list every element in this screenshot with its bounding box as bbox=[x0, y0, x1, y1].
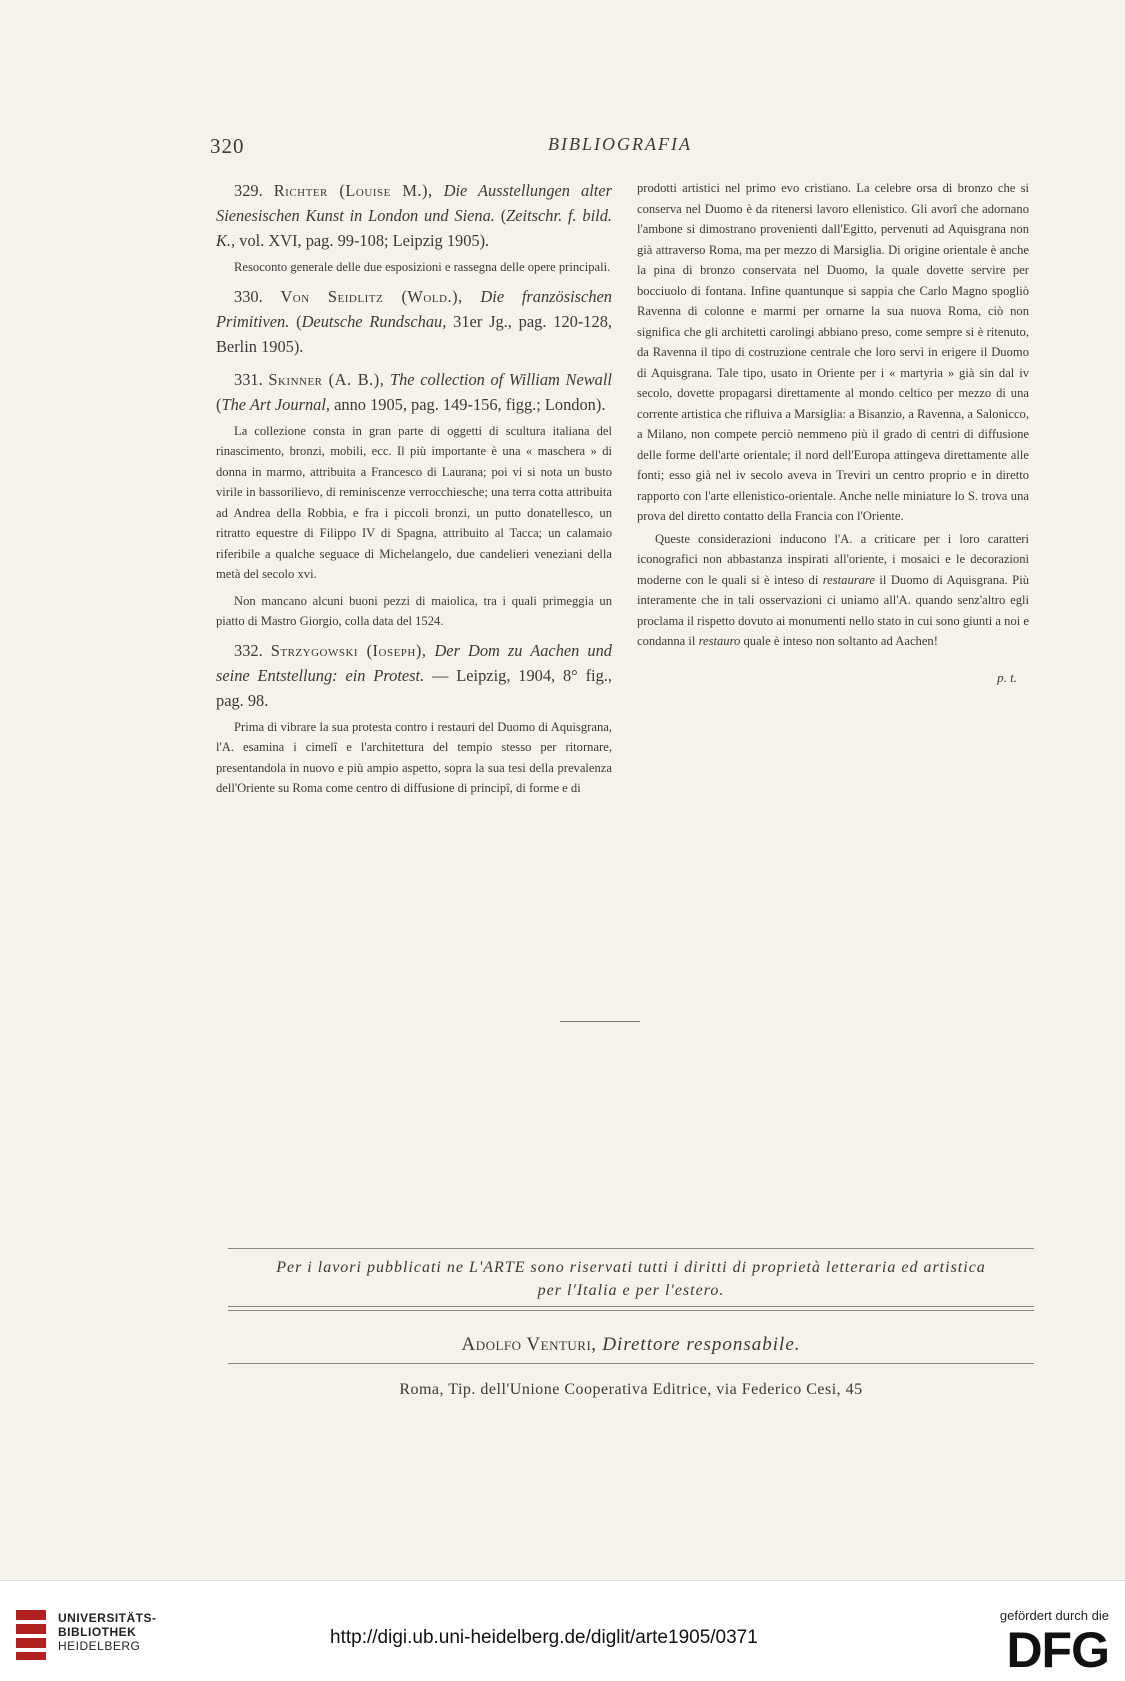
entry-source-open: ( bbox=[296, 311, 302, 331]
entry-author: Skinner (A. B.), bbox=[268, 369, 385, 389]
reviewer-signature: p. t. bbox=[997, 669, 1017, 685]
entry-source-open: ( bbox=[500, 206, 507, 225]
director-role: Direttore responsabile. bbox=[602, 1334, 801, 1355]
entry-329-summary: Resoconto generale delle due esposizioni e rassegna delle opere principali. bbox=[234, 260, 611, 274]
rights-line-2: per l'Italia e per l'estero. bbox=[537, 1282, 725, 1299]
library-line: UNIVERSITÄTS- bbox=[58, 1611, 157, 1625]
section-divider bbox=[560, 1021, 640, 1022]
entry-author: Strzygowski (Ioseph), bbox=[270, 640, 427, 660]
entry-331-summary: La collezione consta in gran parte di oggetti di scultura italiana del rinascimento, bronzi, mobili, ecc. Il più importante è una « maschera » di donna in marmo, attribuita a Francesco di Laurana; poi vi si nota un busto virile in bassorilievo, di reminiscenze verrocchiesche; una terra cotta attribuita ad Andrea della Robbia, e fra i piccoli bronzi, un putto donatellesco, un ritratto equestre di Filippo IV di Spagna, attribuito al Tacca; un calamaio riferibile a qualche seguace di Michelangelo, due candelieri veneziani della metà del secolo xvi. bbox=[216, 423, 612, 581]
director-line bbox=[228, 1334, 1034, 1356]
rule-line bbox=[228, 1248, 1034, 1249]
rule-line bbox=[228, 1363, 1034, 1364]
entry-331-summary-cont: Non mancano alcuni buoni pezzi di maiolica, tra i quali primeggia un piatto di Mastro Giorgio, colla data del 1524. bbox=[216, 593, 612, 628]
entry-details: anno 1905, pag. 149-156, figg.; London). bbox=[334, 394, 606, 414]
library-line: HEIDELBERG bbox=[58, 1639, 141, 1653]
printer-line: Roma, Tip. dell'Unione Cooperativa Editrice, via Federico Cesi, 45 bbox=[399, 1381, 863, 1398]
permalink-url[interactable]: http://digi.ub.uni-heidelberg.de/diglit/arte1905/0371 bbox=[330, 1627, 758, 1648]
left-column bbox=[216, 178, 612, 805]
director-name: Adolfo Venturi, bbox=[461, 1334, 597, 1355]
review-italic-term: restauro bbox=[698, 634, 741, 648]
rights-line-1: Per i lavori pubblicati ne L'ARTE sono riservati tutti i diritti di proprietà letteraria ed artistica bbox=[276, 1259, 986, 1276]
entry-source-open: ( bbox=[216, 394, 222, 414]
entry-details: vol. XVI, pag. 99-108; Leipzig 1905). bbox=[239, 231, 490, 250]
university-logo-icon[interactable] bbox=[14, 1608, 48, 1662]
entry-number: 329. bbox=[234, 181, 263, 200]
entry-331 bbox=[216, 367, 612, 417]
review-text: quale è inteso non soltanto ad Aachen! bbox=[743, 634, 938, 648]
entry-title: Der Dom zu Aachen und seine Entstellung: ein Protest. bbox=[216, 640, 612, 685]
entry-author: Richter (Louise M.), bbox=[273, 181, 433, 200]
review-paragraph-2 bbox=[637, 529, 1029, 652]
funding-label: gefördert durch die bbox=[999, 1608, 1109, 1623]
entry-journal: The Art Journal, bbox=[221, 394, 330, 414]
review-text: il Duomo di Aquisgrana. Più interamente che in tali osservazioni ci uniamo all'A. quando senz'altro egli proclama il rispetto dovuto ai monumenti nello stato in cui sono giunti a noi e condanna il bbox=[637, 572, 1029, 648]
entry-author: Von Seidlitz (Wold.), bbox=[280, 286, 463, 306]
page-number: 320 bbox=[210, 134, 245, 158]
entry-journal: Deutsche Rundschau, bbox=[301, 311, 447, 331]
rule-line bbox=[228, 1310, 1034, 1311]
entry-330 bbox=[216, 284, 612, 359]
review-paragraph: prodotti artistici nel primo evo cristiano. La celebre orsa di bronzo che si conserva nel Duomo è da ritenersi lavoro ellenistico. Gli avorî che adornano l'ambone si dimostrano provenienti dall'Egitto, pervenuti ad Aquisgrana non già attraverso Roma, ma per mezzo di Marsiglia. Di origine orientale è anche la pina di bronzo conservata nel Duomo, la quale dovette servire per bocciuolo di fontana. Infine quantunque si sappia che Carlo Magno spogliò Ravenna di colonne e marmi per ornarne la sua nuova Roma, ciò non significa che gli architetti carolingi abbiano preso, come sempre si è ritenuto, da Ravenna il tipo di costruzione centrale che loro servì in erigere il Duomo di Aquisgrana. Tale tipo, usato in Oriente per i « martyria » già sin dal iv secolo, dovette propagarsi direttamente al mondo celtico per mezzo di una corrente artistica che rifluiva a Marsiglia: a Bisanzio, a Ravenna, a Salonicco, a Milano, non compete perciò nemmeno più il grado di centri di diffusione delle forme dell'arte orientale; il nord dell'Europa attingeva direttamente alle fonti; esso già nel iv secolo aveva in Treviri un centro proprio e in diretto rapporto con l'arte ellenistico-orientale. Anche nelle miniature lo S. trova una prova del diretto contatto della Francia con l'Oriente. bbox=[637, 181, 1029, 523]
review-italic-term: restaurare bbox=[822, 572, 875, 587]
entry-journal: Zeitschr. f. bild. K., bbox=[216, 206, 612, 250]
entry-details: 31er Jg., pag. 120-128, Berlin 1905). bbox=[216, 311, 612, 356]
entry-329 bbox=[216, 178, 612, 253]
right-column bbox=[637, 178, 1029, 686]
entry-title: Die Ausstellungen alter Sienesischen Kunst in London und Siena. bbox=[216, 181, 612, 225]
viewer-footer bbox=[0, 1580, 1125, 1681]
university-library-name[interactable] bbox=[58, 1611, 157, 1653]
dfg-logo-icon[interactable]: DFG bbox=[1006, 1622, 1109, 1678]
entry-number: 332. bbox=[234, 640, 263, 660]
entry-title: Die französischen Primitiven. bbox=[216, 286, 612, 331]
entry-332 bbox=[216, 638, 612, 713]
rights-notice bbox=[228, 1256, 1034, 1302]
entry-details: — Leipzig, 1904, 8° fig., pag. 98. bbox=[216, 665, 612, 710]
entry-number: 331. bbox=[234, 369, 263, 389]
entry-title: The collection of William Newall bbox=[389, 369, 612, 389]
entry-332-summary: Prima di vibrare la sua protesta contro i restauri del Duomo di Aquisgrana, l'A. esamina i cimelî e l'architettura del tempio stesso per ritornare, presentandola in nuovo e più ampio aspetto, sopra la sua tesi della prevalenza dell'Oriente su Roma come centro di diffusione di principî, di forme e di bbox=[216, 719, 612, 795]
entry-number: 330. bbox=[234, 286, 263, 306]
rule-line bbox=[228, 1306, 1034, 1307]
running-title: BIBLIOGRAFIA bbox=[548, 134, 692, 154]
running-header bbox=[0, 134, 1125, 164]
library-line: BIBLIOTHEK bbox=[58, 1625, 137, 1639]
review-text: Queste considerazioni inducono l'A. a criticare per i loro caratteri iconografici non abbastanza inspirati all'oriente, i mosaici e le decorazioni moderne con le quali si è inteso di bbox=[637, 531, 1029, 587]
